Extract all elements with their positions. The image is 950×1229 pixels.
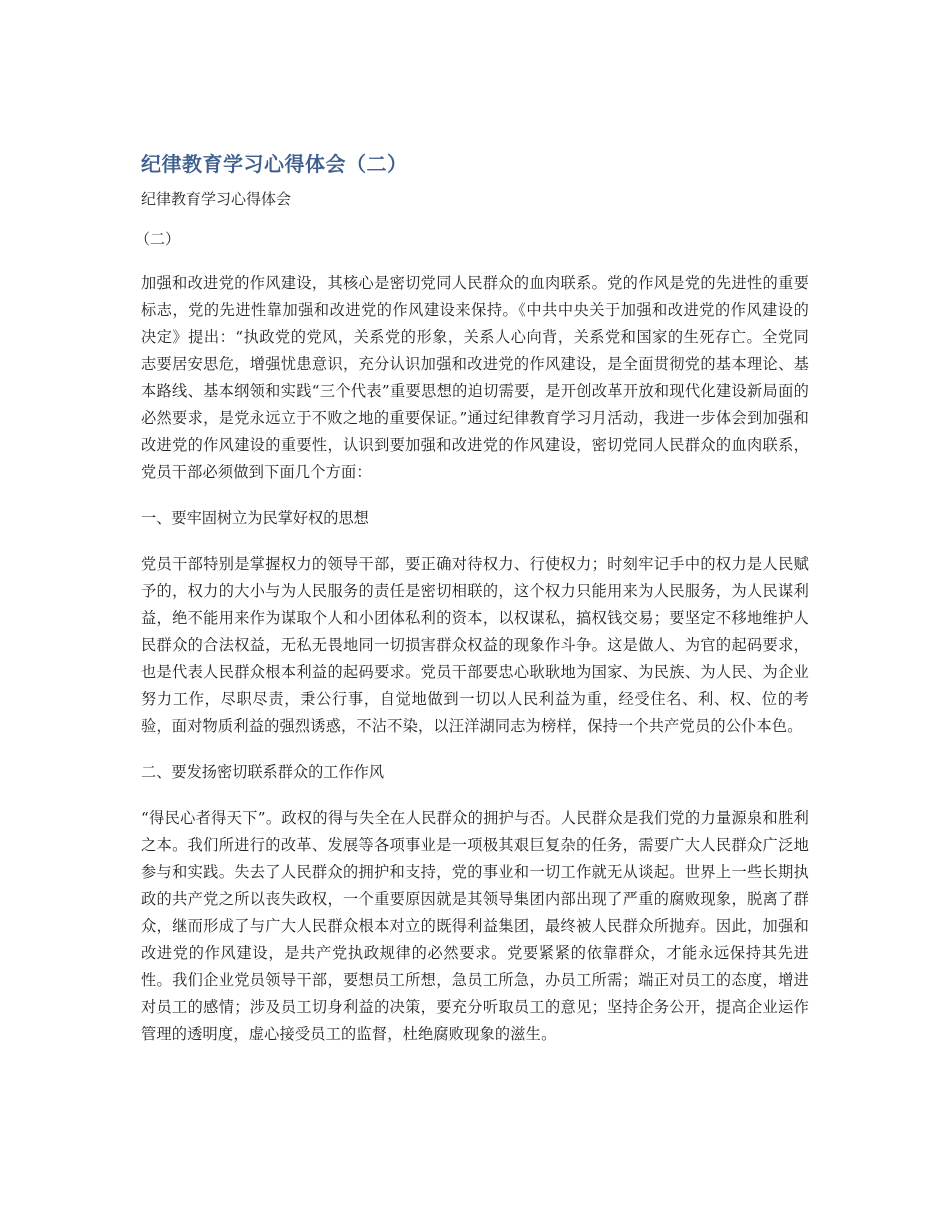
document-subtitle: 纪律教育学习心得体会 <box>141 190 292 208</box>
section-heading-1: 一、要牢固树立为民掌好权的思想 <box>141 509 369 527</box>
paragraph-intro: 加强和改进党的作风建设，其核心是密切党同人民群众的血肉联系。党的作风是党的先进性的重要标志，党的先进性靠加强和改进党的作风建设来保持。《中共中央关于加强和改进党的作风建设的决定》提出：“执政党的党风，关系党的形象，关系人心向背，关系党和国家的生死存亡。全党同志要居安思危，增强忧患意识，充分认识加强和改进党的作风建设，是全面贯彻党的基本理论、基本路线、基本纲领和实践“三个代表”重要思想的迫切需要，是开创改革开放和现代化建设新局面的必然要求，是党永远立于不败之地的重要保证。”通过纪律教育学习月活动，我进一步体会到加强和改进党的作风建设的重要性，认识到要加强和改进党的作风建设，密切党同人民群众的血肉联系，党员干部必须做到下面几个方面： <box>141 274 809 481</box>
paragraph-section-1: 党员干部特别是掌握权力的领导干部，要正确对待权力、行使权力；时刻牢记手中的权力是人民赋予的，权力的大小与为人民服务的责任是密切相联的，这个权力只能用来为人民服务，为人民谋利益，绝不能用来作为谋取个人和小团体私利的资本，以权谋私，搞权钱交易；要坚定不移地维护人民群众的合法权益，无私无畏地同一切损害群众权益的现象作斗争。这是做人、为官的起码要求，也是代表人民群众根本利益的起码要求。党员干部要忠心耿耿地为国家、为民族、为人民、为企业努力工作，尽职尽责，秉公行事，自觉地做到一切以人民利益为重，经受住名、利、权、位的考验，面对物质利益的强烈诱惑，不沾不染，以汪洋湖同志为榜样，保持一个共产党员的公仆本色。 <box>141 555 809 735</box>
document-number: （二） <box>135 230 181 248</box>
paragraph-section-2: “得民心者得天下”。政权的得与失全在人民群众的拥护与否。人民群众是我们党的力量源泉和胜利之本。我们所进行的改革、发展等各项事业是一项极其艰巨复杂的任务，需要广大人民群众广泛地参与和实践。失去了人民群众的拥护和支持，党的事业和一切工作就无从谈起。世界上一些长期执政的共产党之所以丧失政权，一个重要原因就是其领导集团内部出现了严重的腐败现象，脱离了群众，继而形成了与广大人民群众根本对立的既得利益集团，最终被人民群众所抛弃。因此，加强和改进党的作风建设，是共产党执政规律的必然要求。党要紧紧的依靠群众，才能永远保持其先进性。我们企业党员领导干部，要想员工所想，急员工所急，办员工所需；端正对员工的态度，增进对员工的感情；涉及员工切身利益的决策，要充分听取员工的意见；坚持企务公开，提高企业运作管理的透明度，虚心接受员工的监督，杜绝腐败现象的滋生。 <box>141 809 809 1043</box>
document-title: 纪律教育学习心得体会（二） <box>141 152 408 176</box>
document-page <box>135 148 809 1067</box>
section-heading-2: 二、要发扬密切联系群众的工作作风 <box>141 763 384 781</box>
